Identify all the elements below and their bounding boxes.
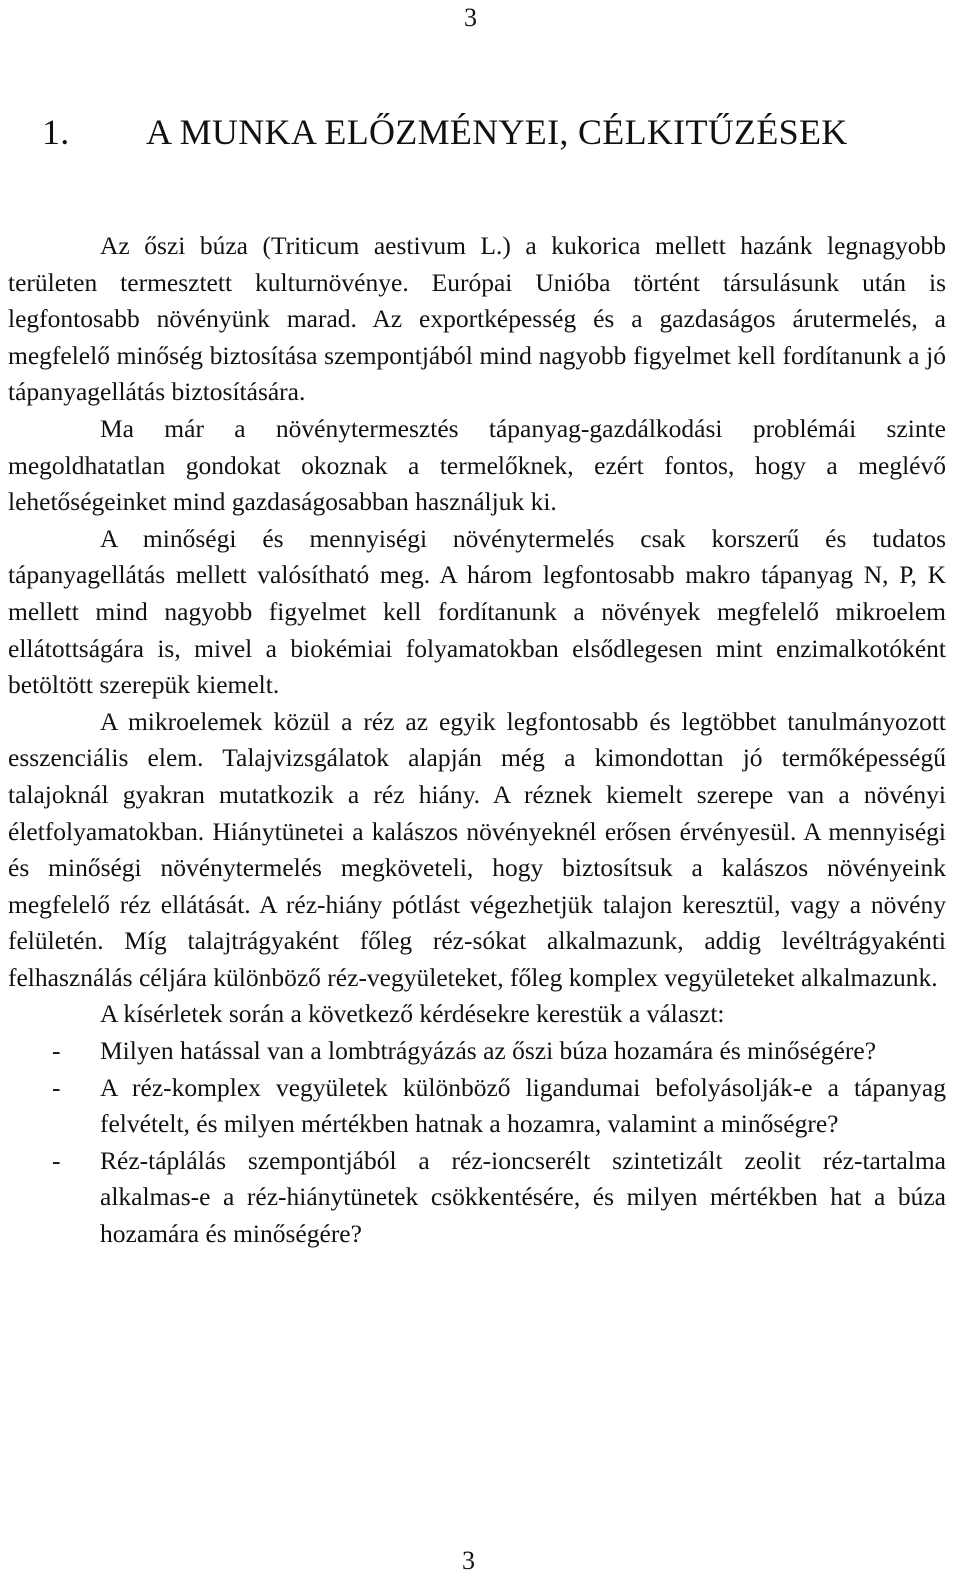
question-text: Milyen hatással van a lombtrágyázás az őszi búza hozamára és minőségére?	[100, 1036, 877, 1066]
paragraph-questions-intro: A kísérletek során a következő kérdésekre kerestük a választ:	[100, 999, 725, 1029]
question-list	[8, 1033, 946, 1253]
paragraph-microelements: A minőségi és mennyiségi növénytermelés csak korszerű és tudatos tápanyagellátás mellett valósítható meg. A három legfontosabb makro tápanyag N, P, K mellett mind nagyobb figyelmet kell fordítanunk a növények megfelelő mikroelem ellátottságára is, mivel a biokémiai folyamatokban elsődlegesen mint enzimalkotóként betöltött szerepük kiemelt.	[8, 523, 946, 700]
question-text: A réz-komplex vegyületek különböző ligandumai befolyásolják-e a tápanyag felvételt, és milyen mértékben hatnak a hozamra, valamint a minőségre?	[100, 1072, 946, 1139]
list-item	[8, 1143, 946, 1253]
list-item	[8, 1033, 946, 1070]
chapter-number: 1.	[42, 112, 70, 152]
paragraph-copper: A mikroelemek közül a réz az egyik legfontosabb és legtöbbet tanulmányozott esszenciális elem. Talajvizsgálatok alapján még a kimondottan jó termőképességű talajoknál gyakran mutatkozik a réz hiány. A réznek kiemelt szerepe van a növényi életfolyamatokban. Hiánytünetei a kalászos növényeknél erősen érvényesül. A mennyiségi és minőségi növénytermelés megköveteli, hogy biztosítsuk a kalászos növényeink megfelelő réz ellátását. A réz-hiány pótlást végezhetjük talajon keresztül, vagy a növény felületén. Míg talajtrágyaként főleg réz-sókat alkalmazunk, addig levéltrágyakénti felhasználás céljára különböző réz-vegyületeket, főleg komplex vegyületeket alkalmazunk.	[8, 706, 946, 992]
question-text: Réz-táplálás szempontjából a réz-ioncserélt szintetizált zeolit réz-tartalma alkalmas-e a réz-hiánytünetek csökkentésére, és milyen mértékben hat a búza hozamára és minőségére?	[100, 1145, 946, 1249]
list-item	[8, 1070, 946, 1143]
page-number-top: 3	[464, 3, 477, 32]
page-number-bottom: 3	[462, 1546, 475, 1575]
chapter-title	[42, 112, 848, 152]
chapter-title-text: A MUNKA ELŐZMÉNYEI, CÉLKITŰZÉSEK	[146, 112, 848, 152]
list-bullet: -	[52, 1036, 61, 1066]
paragraph-nutrient-management: Ma már a növénytermesztés tápanyag-gazdálkodási problémái szinte megoldhatatlan gondokat okoznak a termelőknek, ezért fontos, hogy a meglévő lehetőségeinket mind gazdaságosabban használjuk ki.	[8, 413, 946, 517]
body-text	[8, 228, 946, 1253]
list-bullet: -	[52, 1145, 61, 1175]
list-bullet: -	[52, 1072, 61, 1102]
paragraph-intro: Az őszi búza (Triticum aestivum L.) a kukorica mellett hazánk legnagyobb területen termesztett kulturnövénye. Európai Unióba történt társulásunk után is legfontosabb növényünk marad. Az exportképesség és a gazdaságos árutermelés, a megfelelő minőség biztosítása szempontjából mind nagyobb figyelmet kell fordítanunk a jó tápanyagellátás biztosítására.	[8, 231, 946, 407]
